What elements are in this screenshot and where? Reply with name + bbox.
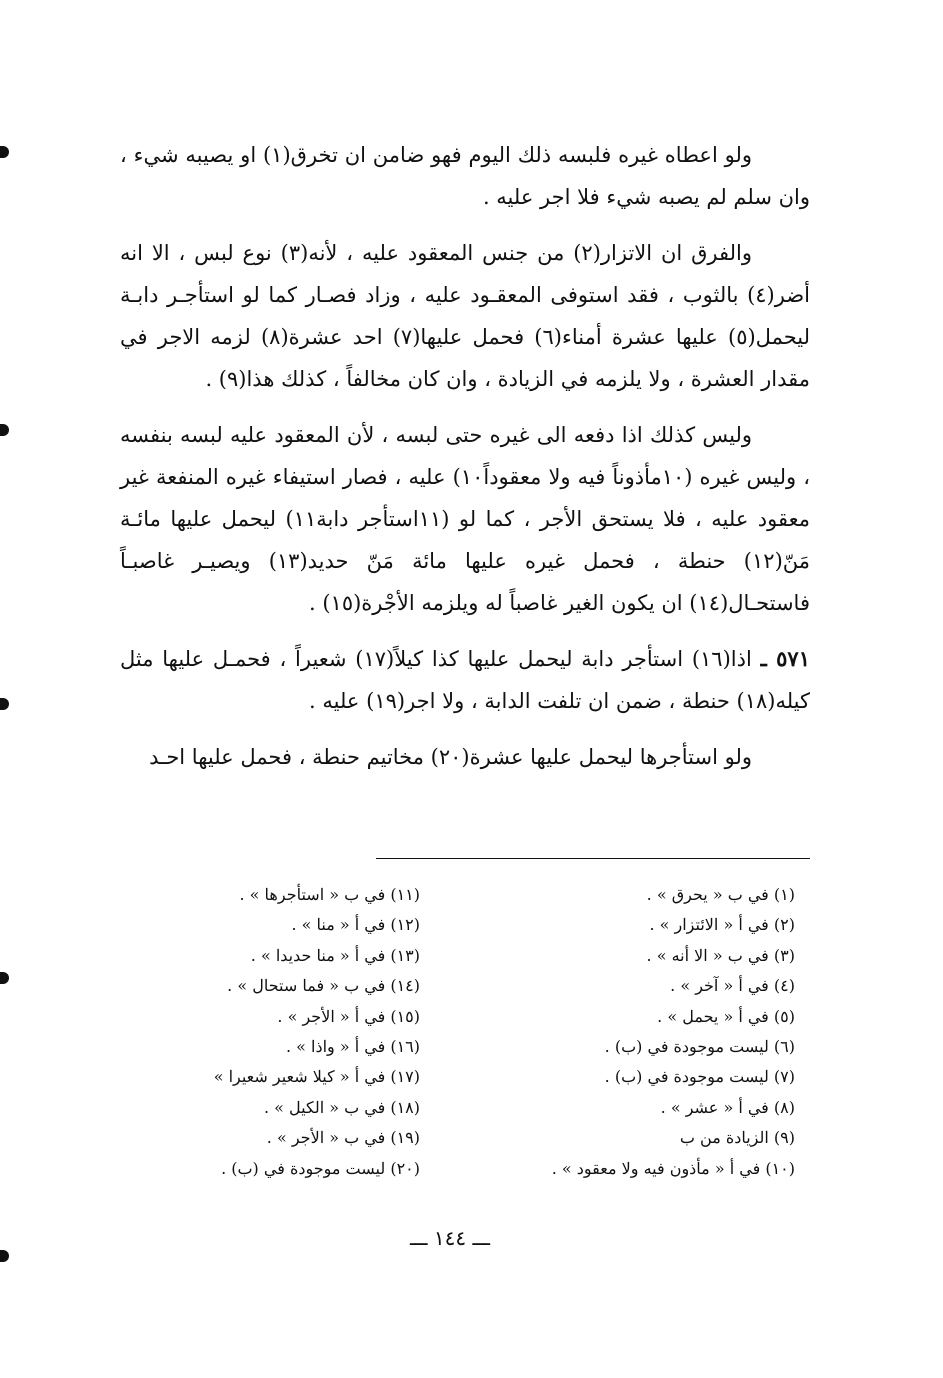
footnote: (٩) الزيادة من ب	[679, 1128, 795, 1148]
footnote: (١) في ب « يحرق » .	[646, 885, 795, 904]
section-number: ٥٧١ ـ	[760, 646, 810, 671]
binding-mark	[0, 424, 9, 436]
paragraph-text: اذا(١٦) استأجر دابة ليحمل عليها كذا كيلاً(١٧) شعيراً ، فحمـل عليها مثل كيله(١٨) حنطة ، ضمن ان تلفت الدابة ، ولا اجر(١٩) عليه .	[120, 647, 810, 713]
footnote: (٢) في أ « الائتزار » .	[649, 915, 795, 935]
footnote: (٢٠) ليست موجودة في (ب) .	[221, 1158, 420, 1178]
footnote: (١٤) في ب « فما ستحال » .	[227, 976, 420, 996]
paragraph: وليس كذلك اذا دفعه الى غيره حتى لبسه ، لأن المعقود عليه لبسه بنفسه ، وليس غيره (١٠مأذوناً فيه ولا معقوداً١٠) عليه ، فصار استيفاء غيره المنفعة غير معقود عليه ، فلا يستحق الأجر ، كما لو (١١استأجر دابة١١) ليحمل عليها مائـة مَنّ(١٢) حنطة ، فحمل غيره عليها مائة مَنّ حديد(١٣) ويصيـر غاصبـاً فاستحـال(١٤) ان يكون الغير غاصباً له ويلزمه الأجْرة(١٥) .	[120, 423, 811, 615]
footnote: (١١) في ب « استأجرها » .	[239, 885, 420, 904]
main-text	[120, 134, 810, 792]
paragraph: ولو اعطاه غيره فلبسه ذلك اليوم فهو ضامن ان تخرق(١) او يصيبه شيء ، وان سلم لم يصبه شيء فلا اجر عليه .	[120, 143, 810, 209]
binding-mark	[0, 698, 9, 710]
footnote: (٣) في ب « الا أنه » .	[646, 945, 795, 965]
paragraph: والفرق ان الاتزار(٢) من جنس المعقود عليه ، لأنه(٣) نوع لبس ، الا انه أضر(٤) بالثوب ، فقد استوفى المعقـود عليه ، وزاد فصـار كما لو استأجـر دابـة ليحمل(٥) عليها عشرة أمناء(٦) فحمل عليها(٧) احد عشرة(٨) لزمه الاجر في مقدار العشرة ، ولا يلزمه في الزيادة ، وان كان مخالفاً ، كذلك هذا(٩) .	[120, 241, 811, 391]
page-number: ـــ ١٤٤ ـــ	[409, 1226, 491, 1250]
footnote: (٦) ليست موجودة في (ب) .	[604, 1036, 795, 1056]
footnote: (١٠) في أ « مأذون فيه ولا معقود » .	[551, 1158, 795, 1178]
footnotes-left-column	[170, 880, 420, 1184]
footnote: (١٨) في ب « الكيل » .	[263, 1097, 420, 1117]
footnote: (١٩) في ب « الأجر » .	[266, 1128, 420, 1148]
footnote: (١٦) في أ « واذا » .	[285, 1036, 420, 1056]
footnote: (١٣) في أ « منا حديدا » .	[250, 945, 420, 965]
footnote: (٧) ليست موجودة في (ب) .	[604, 1067, 795, 1087]
footnotes-right-column	[520, 880, 795, 1184]
binding-mark	[0, 146, 9, 158]
footnote: (١٥) في أ « الأجر » .	[277, 1006, 420, 1026]
footnote: (٥) في أ « يحمل » .	[657, 1006, 795, 1026]
paragraph: ولو استأجرها ليحمل عليها عشرة(٢٠) مخاتيم حنطة ، فحمل عليها احـد	[149, 745, 752, 769]
paragraph-numbered	[120, 638, 810, 722]
footnote: (١٢) في أ « منا » .	[291, 915, 420, 935]
footnote: (٨) في أ « عشر » .	[660, 1097, 795, 1117]
footnote-separator	[376, 858, 810, 859]
footnote: (١٧) في أ « كيلا شعير شعيرا »	[213, 1067, 420, 1087]
footnote: (٤) في أ « آخر » .	[670, 976, 795, 996]
binding-mark	[0, 972, 9, 984]
binding-mark	[0, 1250, 9, 1262]
